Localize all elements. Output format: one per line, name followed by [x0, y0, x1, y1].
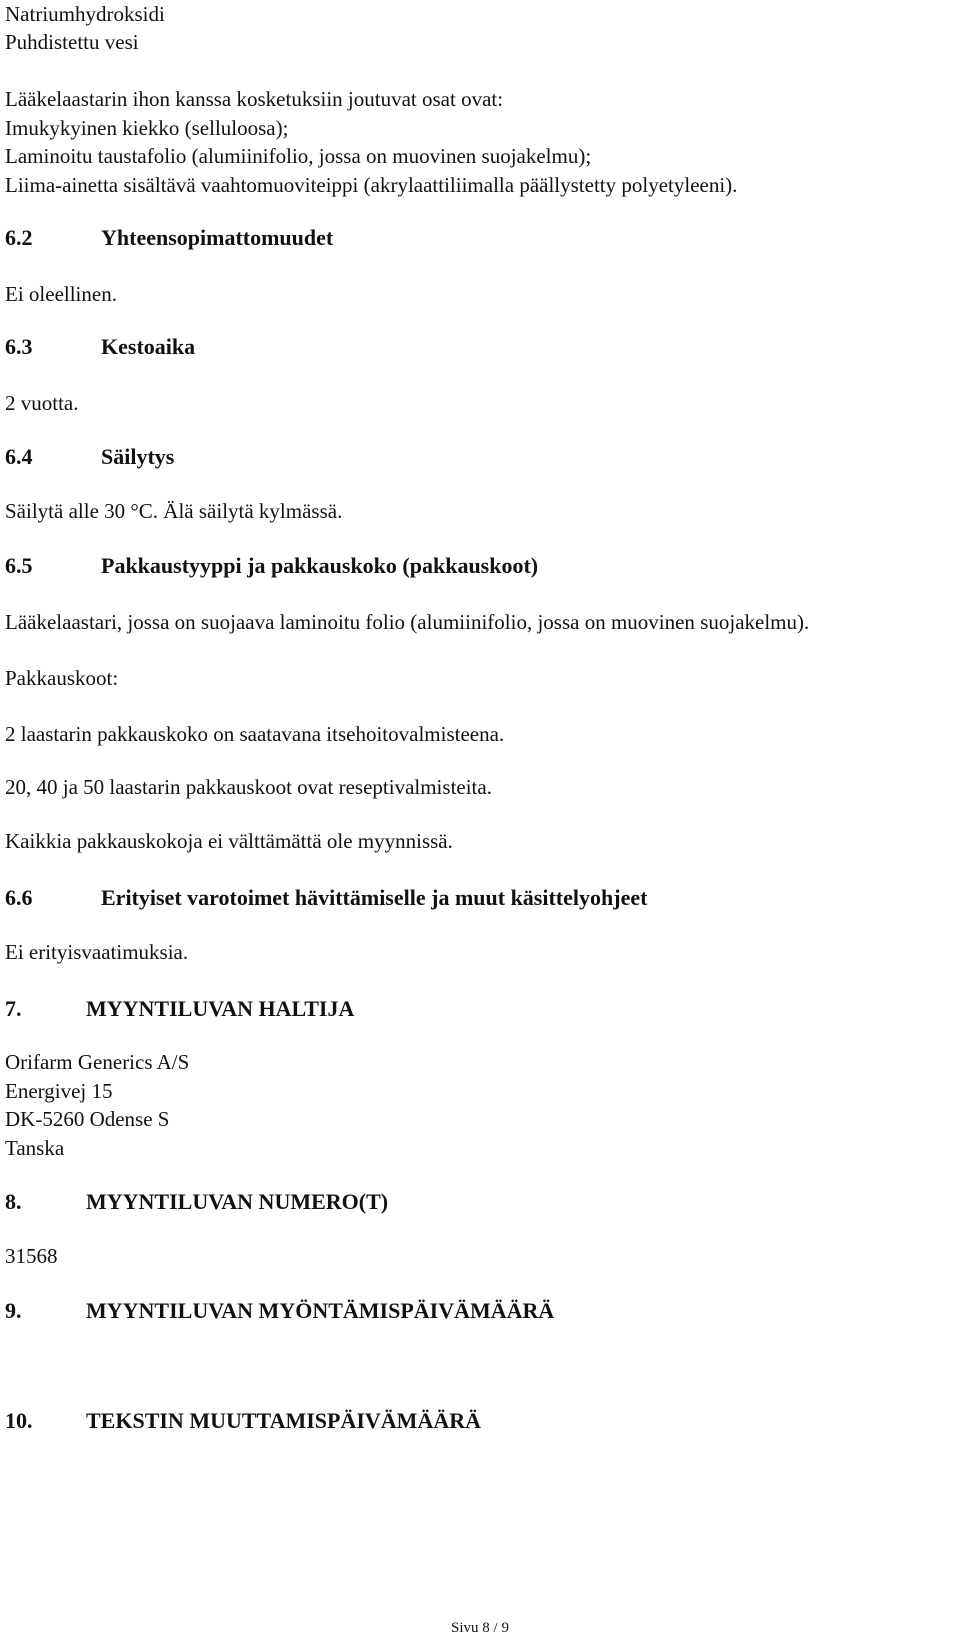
section-6-5-number: 6.5 — [5, 553, 33, 578]
excipient-intro-line: Imukykyinen kiekko (selluloosa); — [5, 116, 289, 140]
excipient-intro-line: Laminoitu taustafolio (alumiinifolio, jossa on muovinen suojakelmu); — [5, 144, 592, 168]
section-6-3-title: Kestoaika — [101, 334, 196, 359]
page-number: Sivu 8 / 9 — [451, 1620, 509, 1636]
section-6-2-title: Yhteensopimattomuudet — [101, 225, 334, 250]
address-line: Energivej 15 — [5, 1079, 113, 1103]
excipient-intro-line: Liima-ainetta sisältävä vaahtomuoviteippi (akrylaattiliimalla päällystetty polyetyleeni). — [5, 173, 738, 197]
section-8-number: 8. — [5, 1189, 22, 1214]
address-line: Orifarm Generics A/S — [5, 1050, 190, 1074]
section-6-5-paragraph: Pakkauskoot: — [5, 666, 119, 690]
address-line: Tanska — [5, 1136, 65, 1160]
section-6-6-title: Erityiset varotoimet hävittämiselle ja muut käsittelyohjeet — [101, 885, 648, 910]
section-6-5-paragraph: 20, 40 ja 50 laastarin pakkauskoot ovat reseptivalmisteita. — [5, 775, 492, 799]
section-9-title: MYYNTILUVAN MYÖNTÄMISPÄIVÄMÄÄRÄ — [86, 1298, 555, 1323]
section-6-5-title: Pakkaustyyppi ja pakkauskoko (pakkauskoot) — [101, 553, 539, 578]
section-10-title: TEKSTIN MUUTTAMISPÄIVÄMÄÄRÄ — [86, 1408, 482, 1433]
section-6-4-title: Säilytys — [101, 444, 175, 469]
section-6-4-text: Säilytä alle 30 °C. Älä säilytä kylmässä. — [5, 499, 343, 523]
section-6-3-text: 2 vuotta. — [5, 391, 79, 415]
section-6-3-number: 6.3 — [5, 334, 33, 359]
section-6-6-number: 6.6 — [5, 885, 33, 910]
section-7-number: 7. — [5, 996, 22, 1021]
section-6-5-paragraph: Kaikkia pakkauskokoja ei välttämättä ole myynnissä. — [5, 829, 453, 853]
section-6-2-number: 6.2 — [5, 225, 33, 250]
section-6-5-paragraph: Lääkelaastari, jossa on suojaava laminoitu folio (alumiinifolio, jossa on muovinen suojakelmu). — [5, 610, 810, 634]
section-6-5-paragraph: 2 laastarin pakkauskoko on saatavana itsehoitovalmisteena. — [5, 722, 505, 746]
section-6-2-text: Ei oleellinen. — [5, 282, 117, 306]
section-8-title: MYYNTILUVAN NUMERO(T) — [86, 1189, 389, 1214]
marketing-authorisation-number: 31568 — [5, 1244, 58, 1268]
section-9-number: 9. — [5, 1298, 22, 1323]
excipient-line: Natriumhydroksidi — [5, 2, 165, 26]
excipient-intro-line: Lääkelaastarin ihon kanssa kosketuksiin joutuvat osat ovat: — [5, 87, 504, 111]
section-7-title: MYYNTILUVAN HALTIJA — [86, 996, 355, 1021]
address-line: DK-5260 Odense S — [5, 1107, 170, 1131]
section-10-number: 10. — [5, 1408, 33, 1433]
excipient-line: Puhdistettu vesi — [5, 30, 139, 54]
section-6-4-number: 6.4 — [5, 444, 33, 469]
section-6-6-text: Ei erityisvaatimuksia. — [5, 940, 189, 964]
